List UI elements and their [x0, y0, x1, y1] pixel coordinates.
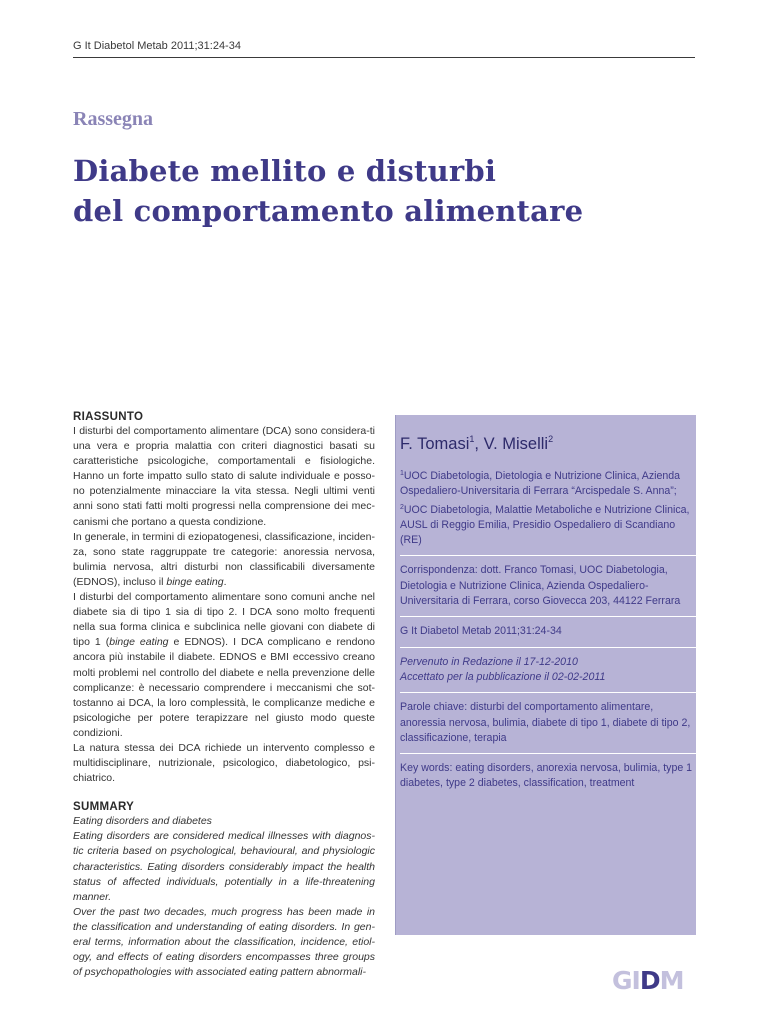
summary-subtitle: Eating disorders and diabetes [73, 815, 212, 828]
riassunto-paragraph [73, 530, 375, 590]
correspondence: Corrispondenza: dott. Franco Tomasi, UOC Diabetologia, Dietologia e Nutrizione Clinica, Azienda Ospedaliero-Universitaria di Ferrara, corso Giovecca 203, 44122 Ferrara [400, 555, 696, 609]
authors [400, 428, 696, 455]
author-sup: 2 [548, 434, 554, 444]
riassunto-paragraph [73, 424, 375, 530]
logo-part: GI [612, 966, 640, 995]
key-words: Key words: eating disorders, anorexia nervosa, bulimia, type 1 diabetes, type 2 diabetes, classification, treatment [400, 753, 696, 792]
info-box-content [400, 428, 696, 792]
summary-paragraph: Eating disorders are considered medical illnesses with diagnos-tic criteria based on psychological, behavioural, and physiologic characteristics. Eating disorders considerably impact the health status of affected individuals, potentially in a life-threatening manner. [73, 830, 375, 903]
riassunto-heading: RIASSUNTO [73, 411, 144, 423]
received-date: Pervenuto in Redazione il 17-12-2010 [400, 655, 578, 668]
abstract-column [73, 410, 375, 980]
riassunto-text: I disturbi del comportamento alimentare (DCA) sono considera-ti una vera e propria malattia con criteri diagnostici basati su caratteristiche psicologiche, comportamentali e fisiologiche. Hanno un forte impatto sullo stato di salute individuale e posso-no potenzialmente minacciare la vita stessa. Negli ultimi venti anni sono stati fatti molti progressi nella comprensione dei mec-canismi che portano a questa condizione. [73, 425, 375, 528]
header-rule [73, 57, 695, 58]
riassunto-italic: binge eating [109, 636, 169, 649]
riassunto-paragraph [73, 741, 375, 786]
author-sup: 1 [469, 434, 475, 444]
title-line-2: del comportamento alimentare [73, 194, 584, 228]
article-title [73, 151, 713, 231]
parole-chiave: Parole chiave: disturbi del comportamento alimentare, anoressia nervosa, bulimia, diabete di tipo 1, diabete di tipo 2, classificazione, terapia [400, 692, 696, 746]
author-name: F. Tomasi [400, 435, 470, 453]
riassunto-italic: binge eating [166, 575, 224, 588]
author-name: V. Miselli [483, 435, 549, 453]
summary-paragraph: Over the past two decades, much progress has been made in the classification and understanding of eating disorders. In gen-eral terms, information about the classification, incidence, etiol-ogy, and effects of eating disorders encompasses three groups of psychopathologies with associated eating pattern abnormali- [73, 905, 375, 979]
dates [400, 647, 696, 686]
journal-reference: G It Diabetol Metab 2011;31:24-34 [73, 40, 241, 52]
summary-section [73, 800, 375, 980]
riassunto-paragraph [73, 590, 375, 741]
riassunto-text: In generale, in termini di eziopatogenesi, classificazione, inciden-za, sono state raggruppate tre categorie: anoressia nervosa, bulimia nervosa, altri disturbi non classificabili diversamente (EDNOS), incluso il [73, 530, 375, 588]
affiliation-text: UOC Diabetologia, Dietologia e Nutrizione Clinica, Azienda Ospedaliero-Universitaria di Ferrara “Arcispedale S. Anna”; [400, 470, 681, 498]
title-line-1: Diabete mellito e disturbi [73, 154, 497, 188]
citation: G It Diabetol Metab 2011;31:24-34 [400, 616, 696, 639]
section-label: Rassegna [73, 108, 154, 130]
column-divider [395, 415, 396, 935]
affiliation-text: UOC Diabetologia, Malattie Metaboliche e Nutrizione Clinica, AUSL di Reggio Emilia, Presidio Ospedaliero di Scandiano (RE) [400, 503, 690, 547]
affiliations [400, 466, 696, 548]
accepted-date: Accettato per la pubblicazione il 02-02-2011 [400, 670, 606, 683]
logo-part: D [639, 966, 660, 995]
riassunto-text: La natura stessa dei DCA richiede un intervento complesso e multidisciplinare, nutrizionale, psicologico, diabetologico, psi-chiatrico. [73, 741, 375, 785]
gidm-logo [612, 966, 683, 995]
author-separator: , [474, 435, 484, 453]
riassunto-text: . [223, 575, 227, 588]
riassunto-text: I disturbi del comportamento alimentare sono comuni anche nel diabete sia di tipo 1 sia di tipo 2. I DCA sono molto frequenti nella sua forma clinica e subclinica nelle giovani con diabete di tipo 1 ( [73, 591, 375, 649]
riassunto-text: e EDNOS). I DCA complicano e rendono ancora più instabile il diabete. EDNOS e BMI eccessivo creano molti problemi nel controllo del diabete e nella prevenzione delle complicanze: è necessario comprendere i meccanismi che sot-tostanno ai DCA, la loro complessità, le complicanze mediche e psicologiche per potere terapizzare nel giusto modo queste condizioni. [73, 636, 375, 739]
logo-part: M [659, 966, 684, 995]
affiliation-sup: 2 [400, 503, 404, 511]
summary-heading: SUMMARY [73, 801, 135, 814]
affiliation-sup: 1 [400, 470, 404, 477]
